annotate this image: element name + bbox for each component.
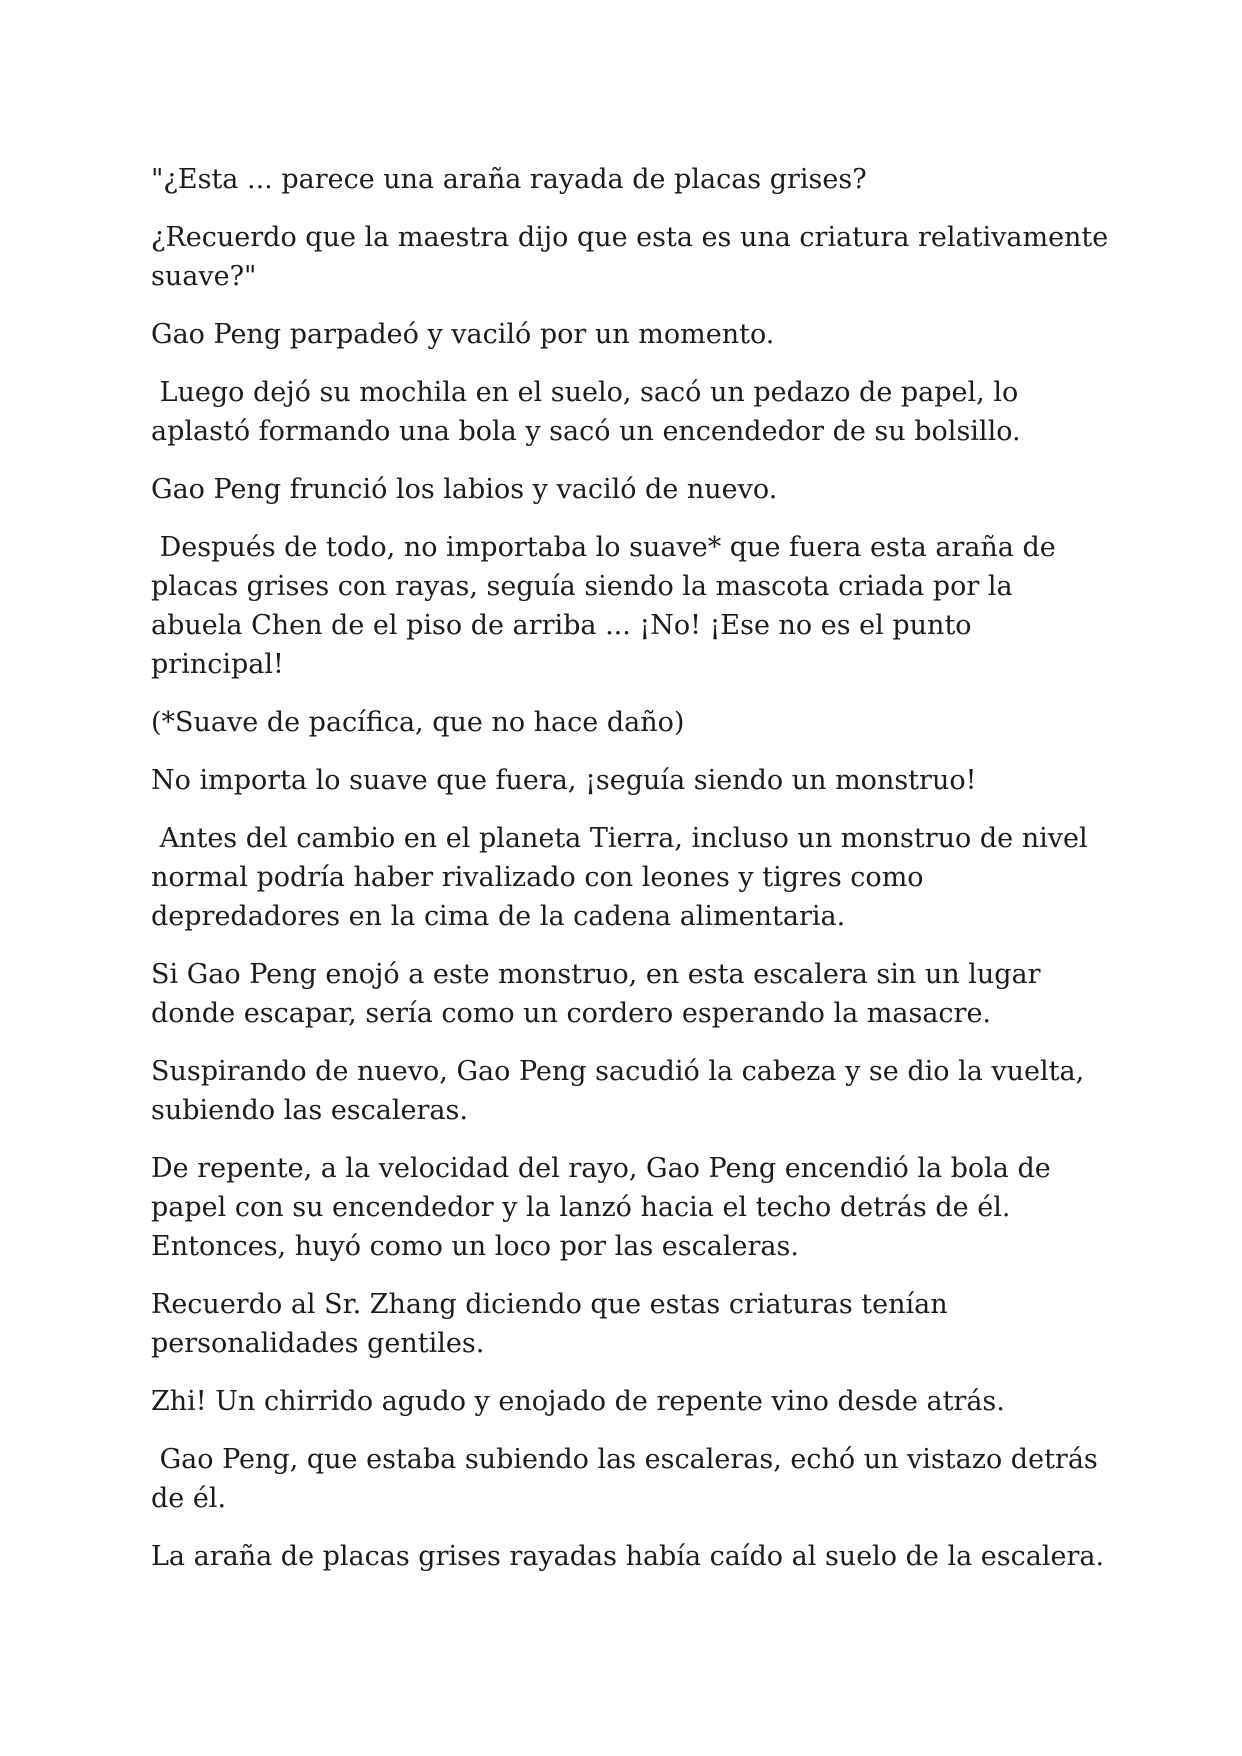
paragraph-14: Zhi! Un chirrido agudo y enojado de repente vino desde atrás. [151, 1386, 1005, 1417]
paragraph-1: "¿Esta ... parece una araña rayada de placas grises? [151, 164, 867, 195]
paragraph-8: No importa lo suave que fuera, ¡seguía siendo un monstruo! [151, 765, 977, 796]
paragraph-12: De repente, a la velocidad del rayo, Gao Peng encendió la bola de papel con su encendedor y la lanzó hacia el techo detrás de él. Entonces, huyó como un loco por las escaleras. [151, 1153, 1060, 1262]
paragraph-2: ¿Recuerdo que la maestra dijo que esta es una criatura relativamente suave?" [151, 222, 1117, 292]
paragraph-15: Gao Peng, que estaba subiendo las escaleras, echó un vistazo detrás de él. [151, 1444, 1107, 1514]
paragraph-5: Gao Peng frunció los labios y vaciló de nuevo. [151, 474, 778, 505]
document-page [151, 160, 1117, 1595]
paragraph-13: Recuerdo al Sr. Zhang diciendo que estas criaturas tenían personalidades gentiles. [151, 1289, 957, 1359]
paragraph-11: Suspirando de nuevo, Gao Peng sacudió la cabeza y se dio la vuelta, subiendo las escaleras. [151, 1056, 1093, 1126]
paragraph-3: Gao Peng parpadeó y vaciló por un momento. [151, 319, 775, 350]
paragraph-16: La araña de placas grises rayadas había caído al suelo de la escalera. [151, 1541, 1105, 1572]
footnote-paragraph: (*Suave de pacífica, que no hace daño) [151, 707, 685, 738]
paragraph-10: Si Gao Peng enojó a este monstruo, en esta escalera sin un lugar donde escapar, sería como un cordero esperando la masacre. [151, 959, 1050, 1029]
paragraph-9: Antes del cambio en el planeta Tierra, incluso un monstruo de nivel normal podría haber rivalizado con leones y tigres como depredadores en la cima de la cadena alimentaria. [151, 823, 1097, 932]
paragraph-6: Después de todo, no importaba lo suave* que fuera esta araña de placas grises con rayas, seguía siendo la mascota criada por la abuela Chen de el piso de arriba ... ¡No! ¡Ese no es el punto principal! [151, 532, 1065, 680]
paragraph-4: Luego dejó su mochila en el suelo, sacó un pedazo de papel, lo aplastó formando una bola y sacó un encendedor de su bolsillo. [151, 377, 1027, 447]
